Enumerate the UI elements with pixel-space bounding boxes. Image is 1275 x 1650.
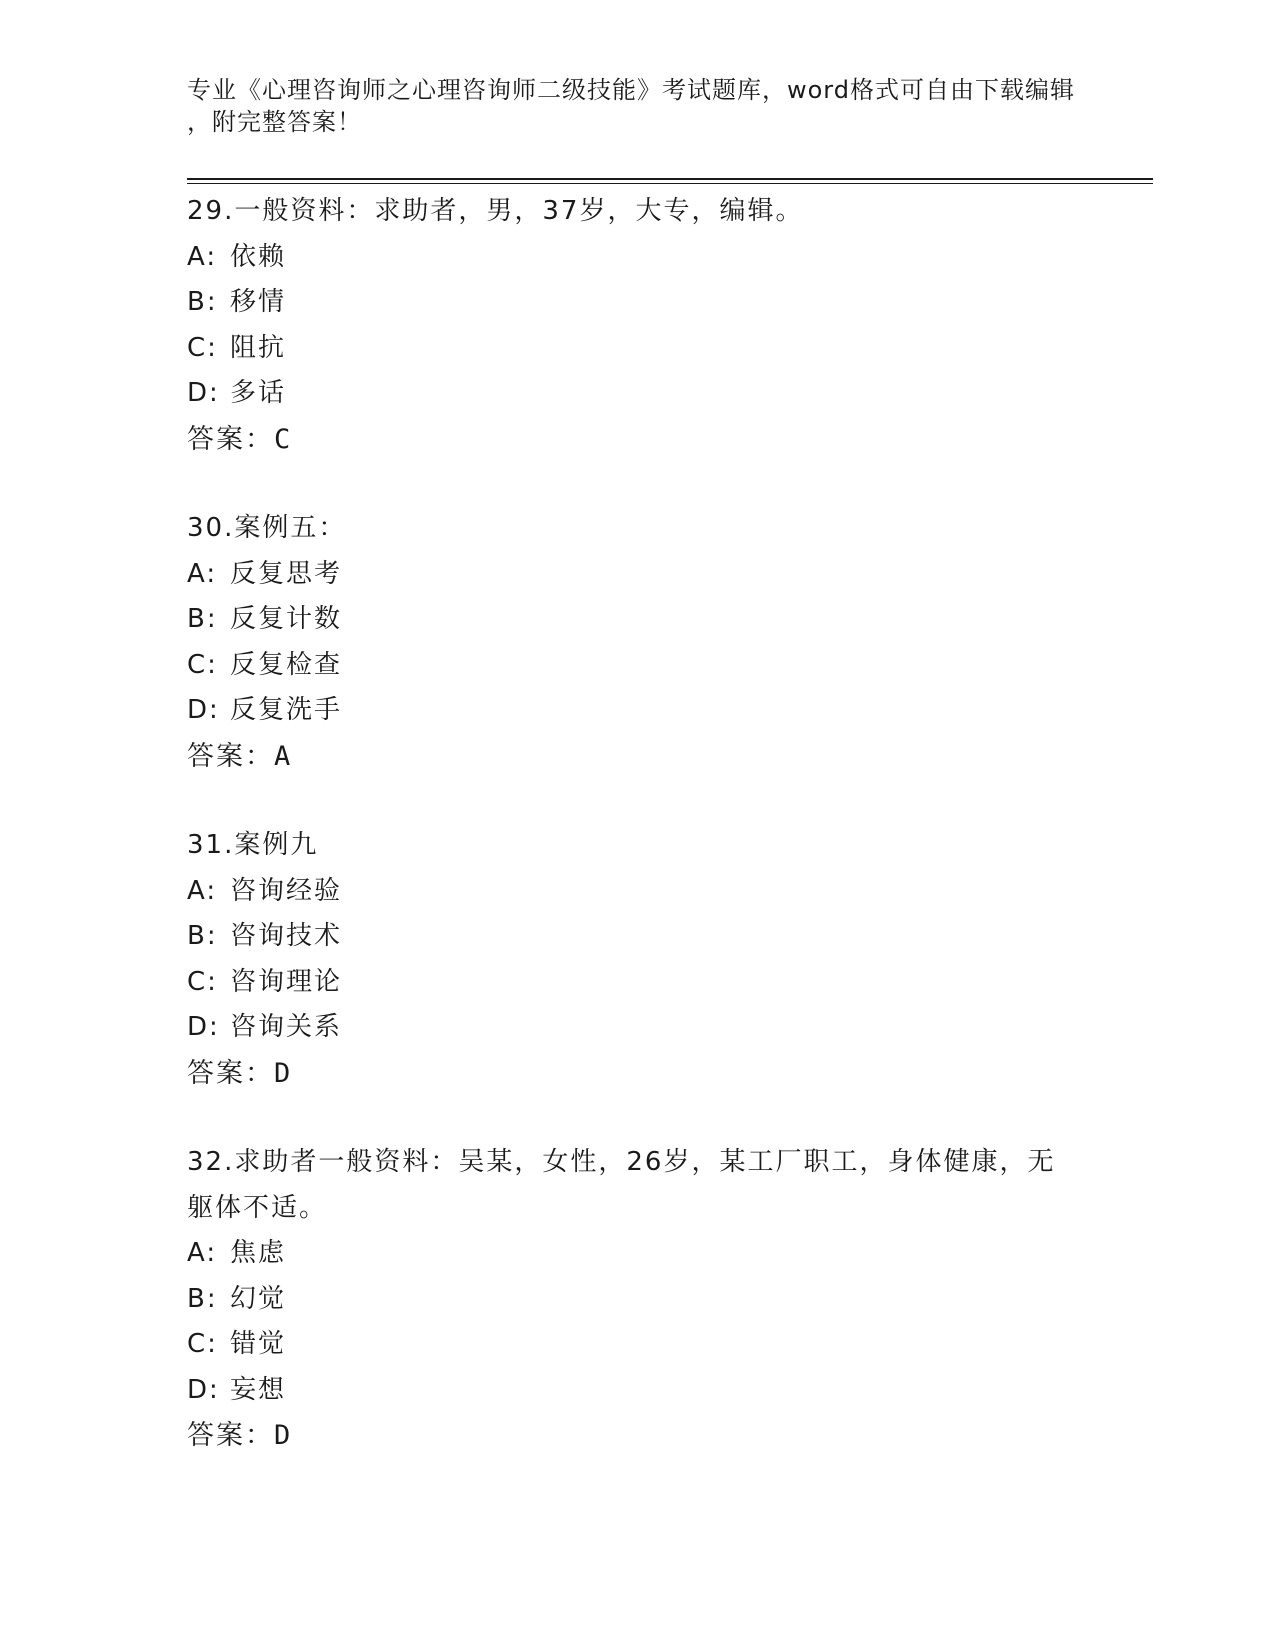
option-letter: C: xyxy=(187,1329,218,1359)
question-text: 案例九 xyxy=(234,830,319,860)
option-letter: D: xyxy=(187,1374,220,1405)
question-text: 一般资料：求助者，男，37岁，大专，编辑。 xyxy=(234,196,804,226)
option-a xyxy=(187,235,1147,281)
question-number: 29. xyxy=(187,196,235,226)
header-line-2: ，附完整答案！ xyxy=(187,108,362,136)
option-text: 咨询技术 xyxy=(230,921,343,951)
option-letter: B: xyxy=(187,287,218,317)
option-c xyxy=(187,960,1147,1006)
option-text: 错觉 xyxy=(230,1329,287,1359)
option-letter: D: xyxy=(187,378,220,408)
question-stem xyxy=(187,189,1147,235)
option-text: 妄想 xyxy=(230,1374,287,1405)
option-text: 焦虑 xyxy=(230,1238,287,1268)
option-text: 依赖 xyxy=(230,241,287,272)
option-text: 咨询经验 xyxy=(230,875,343,906)
question-text-with-number xyxy=(187,1140,1077,1231)
question-number: 30. xyxy=(187,513,235,543)
option-letter: A: xyxy=(187,875,218,906)
option-letter: D: xyxy=(187,695,220,725)
option-letter: B: xyxy=(187,921,218,951)
option-letter: A: xyxy=(187,241,218,272)
option-d xyxy=(187,371,1147,417)
question-list xyxy=(187,189,1147,1503)
option-letter: A: xyxy=(187,558,218,589)
option-a xyxy=(187,552,1147,598)
answer-line xyxy=(187,1051,1147,1097)
option-letter: C: xyxy=(187,966,218,997)
option-b xyxy=(187,914,1147,960)
question-stem xyxy=(187,1140,1147,1231)
header-divider-thin xyxy=(187,183,1153,184)
question-32 xyxy=(187,1140,1147,1459)
document-header xyxy=(187,74,1087,138)
option-letter: B: xyxy=(187,604,218,634)
option-letter: D: xyxy=(187,1012,220,1042)
option-text: 移情 xyxy=(230,287,287,317)
answer-label: 答案： xyxy=(187,423,274,455)
question-number: 32. xyxy=(187,1147,235,1177)
option-text: 反复洗手 xyxy=(230,695,343,725)
answer-value: D xyxy=(274,1057,293,1089)
answer-value: C xyxy=(274,423,293,455)
answer-label: 答案： xyxy=(187,1057,274,1089)
answer-line xyxy=(187,734,1147,780)
option-b xyxy=(187,597,1147,643)
option-d xyxy=(187,1005,1147,1051)
header-divider-thick xyxy=(187,178,1153,180)
option-text: 幻觉 xyxy=(230,1283,287,1314)
option-c xyxy=(187,326,1147,372)
answer-value: A xyxy=(274,740,293,772)
question-text: 案例五： xyxy=(234,513,347,543)
option-text: 咨询关系 xyxy=(230,1012,343,1042)
question-31 xyxy=(187,823,1147,1096)
option-letter: B: xyxy=(187,1283,218,1314)
option-letter: C: xyxy=(187,649,218,680)
question-stem xyxy=(187,823,1147,869)
option-text: 反复思考 xyxy=(230,558,343,589)
option-a xyxy=(187,869,1147,915)
question-number: 31. xyxy=(187,830,235,860)
option-text: 多话 xyxy=(230,378,287,408)
option-d xyxy=(187,688,1147,734)
option-d xyxy=(187,1368,1147,1414)
option-c xyxy=(187,643,1147,689)
answer-line xyxy=(187,1413,1147,1459)
option-b xyxy=(187,280,1147,326)
option-a xyxy=(187,1231,1147,1277)
answer-value: D xyxy=(274,1420,293,1451)
option-letter: A: xyxy=(187,1238,218,1268)
option-text: 咨询理论 xyxy=(230,966,343,997)
question-stem xyxy=(187,506,1147,552)
question-30 xyxy=(187,506,1147,779)
option-text: 反复检查 xyxy=(230,649,343,680)
question-text: 求助者一般资料：吴某，女性，26岁，某工厂职工，身体健康，无躯体不适。 xyxy=(187,1147,1056,1223)
answer-label: 答案： xyxy=(187,740,274,772)
option-b xyxy=(187,1277,1147,1323)
option-letter: C: xyxy=(187,332,218,363)
option-c xyxy=(187,1322,1147,1368)
option-text: 反复计数 xyxy=(230,604,343,634)
option-text: 阻抗 xyxy=(230,332,287,363)
header-line-1: 专业《心理咨询师之心理咨询师二级技能》考试题库，word格式可自由下载编辑 xyxy=(187,76,1075,104)
answer-label: 答案： xyxy=(187,1420,274,1451)
question-29 xyxy=(187,189,1147,462)
answer-line xyxy=(187,417,1147,463)
